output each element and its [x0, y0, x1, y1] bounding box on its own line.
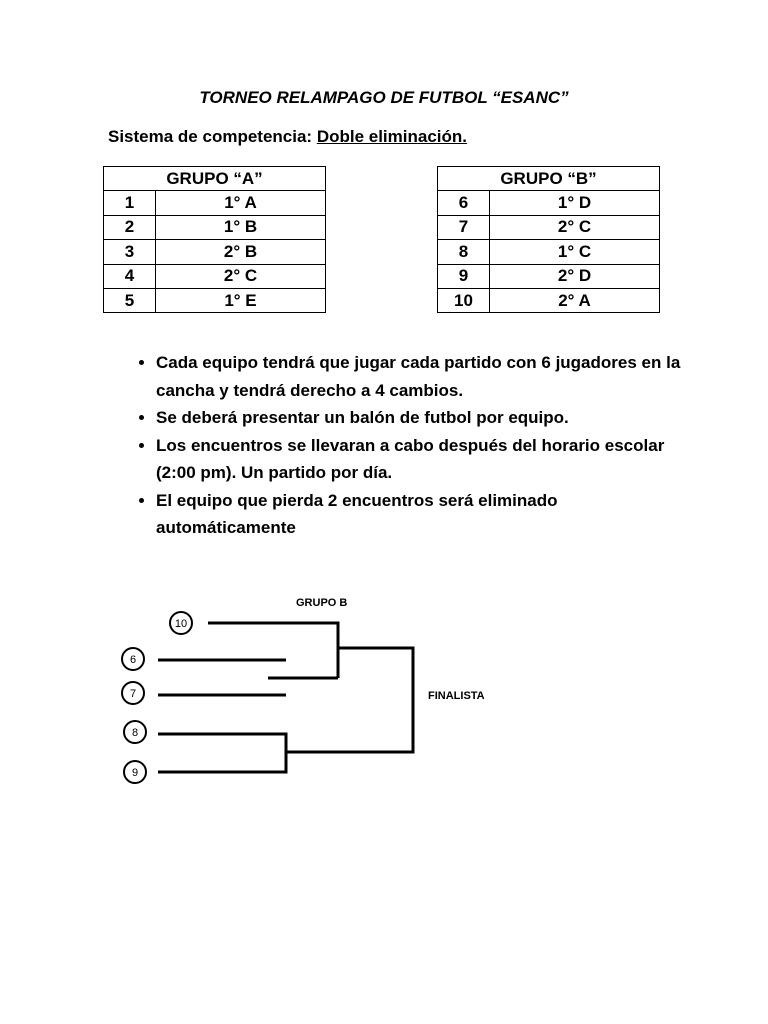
team-name: 2° C — [156, 264, 326, 288]
document-title: TORNEO RELAMPAGO DE FUTBOL “ESANC” — [199, 88, 569, 107]
group-b-title: GRUPO “B” — [438, 167, 660, 191]
competition-system — [108, 127, 467, 147]
table-row — [438, 288, 660, 312]
team-name: 1° A — [156, 191, 326, 215]
bracket-final-label: FINALISTA — [428, 690, 485, 702]
table-row — [438, 264, 660, 288]
list-item: • El equipo que pierda 2 encuentros será eliminado automáticamente — [156, 487, 696, 542]
table-row — [438, 215, 660, 239]
seed-number: 10 — [174, 618, 188, 630]
seed-number: 8 — [131, 727, 139, 739]
seed-9 — [124, 761, 146, 783]
team-name: 2° B — [156, 240, 326, 264]
table-row — [104, 288, 326, 312]
seed-number: 9 — [131, 767, 139, 779]
group-b-table — [437, 166, 660, 313]
team-number: 1 — [104, 191, 156, 215]
table-row — [104, 264, 326, 288]
table-row — [438, 191, 660, 215]
team-number: 7 — [438, 215, 490, 239]
team-name: 2° C — [490, 215, 660, 239]
team-number: 9 — [438, 264, 490, 288]
bracket-line-8-9 — [158, 734, 286, 772]
seed-number: 6 — [129, 654, 137, 666]
team-number: 2 — [104, 215, 156, 239]
seed-8 — [124, 721, 146, 743]
list-item: • Cada equipo tendrá que jugar cada partido con 6 jugadores en la cancha y tendrá derecho a 4 cambios. — [156, 349, 696, 404]
bracket-diagram — [110, 585, 510, 790]
team-number: 8 — [438, 240, 490, 264]
team-name: 2° A — [490, 288, 660, 312]
table-row — [104, 215, 326, 239]
competition-system-value: Doble eliminación. — [316, 127, 468, 146]
seed-7 — [122, 682, 144, 704]
table-row — [104, 191, 326, 215]
list-item: • Los encuentros se llevaran a cabo después del horario escolar (2:00 pm). Un partido por día. — [156, 432, 696, 487]
team-number: 3 — [104, 240, 156, 264]
team-name: 1° D — [490, 191, 660, 215]
list-item: • Se deberá presentar un balón de futbol por equipo. — [156, 404, 696, 432]
team-name: 1° B — [156, 215, 326, 239]
bracket-line-10 — [208, 623, 338, 678]
team-name: 1° E — [156, 288, 326, 312]
seed-10 — [170, 612, 192, 634]
table-row — [438, 240, 660, 264]
team-name: 1° C — [490, 240, 660, 264]
bracket-line-final — [286, 648, 413, 752]
bracket-lines — [158, 623, 413, 772]
table-row — [104, 240, 326, 264]
team-name: 2° D — [490, 264, 660, 288]
group-a-table — [103, 166, 326, 313]
bracket-title: GRUPO B — [296, 597, 348, 609]
team-number: 5 — [104, 288, 156, 312]
group-a-title: GRUPO “A” — [104, 167, 326, 191]
team-number: 4 — [104, 264, 156, 288]
seed-number: 7 — [129, 688, 137, 700]
rules-list — [112, 349, 696, 542]
team-number: 10 — [438, 288, 490, 312]
team-number: 6 — [438, 191, 490, 215]
seed-6 — [122, 648, 144, 670]
competition-system-label: Sistema de competencia: — [108, 127, 313, 146]
